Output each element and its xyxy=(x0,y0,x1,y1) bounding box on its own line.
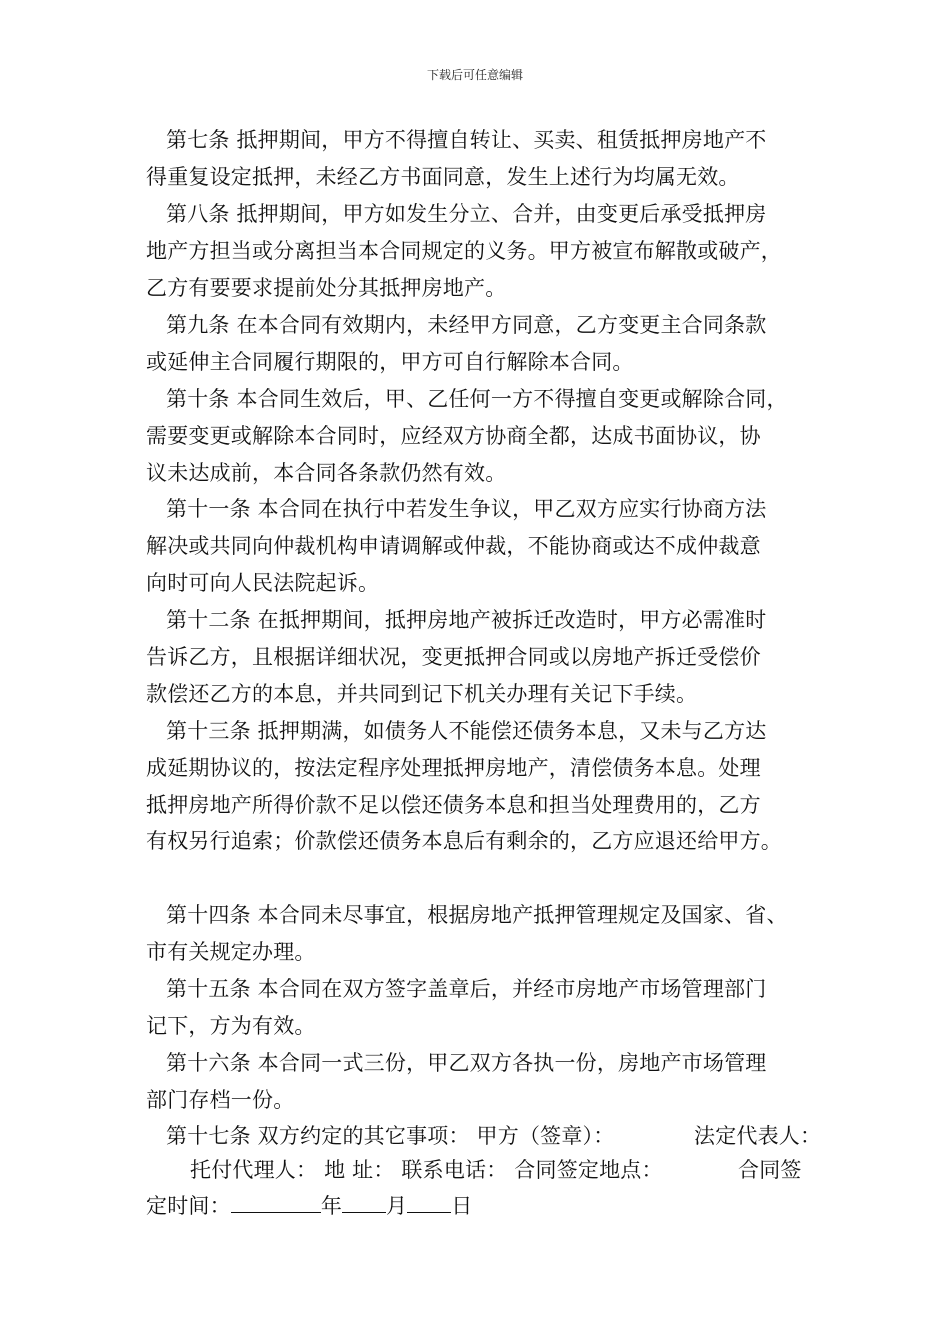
clause-14-line-1: 第十四条 本合同未尽事宜，根据房地产抵押管理规定及国家、省、 xyxy=(166,903,788,927)
clause-13-line-1: 第十三条 抵押期满，如债务人不能偿还债务本息，又未与乙方达 xyxy=(166,719,767,743)
month-blank xyxy=(342,1194,386,1213)
clause-7-line-2: 得重复设定抵押，未经乙方书面同意，发生上述行为均属无效。 xyxy=(146,165,740,189)
clause-8-line-1: 第八条 抵押期间，甲方如发生分立、合并，由变更后承受抵押房 xyxy=(166,202,767,226)
clause-8-line-3: 乙方有要要求提前处分其抵押房地产。 xyxy=(146,276,507,300)
clause-7-line-1: 第七条 抵押期间，甲方不得擅自转让、买卖、租赁抵押房地产不 xyxy=(166,128,767,152)
clause-15-line-1: 第十五条 本合同在双方签字盖章后，并经市房地产市场管理部门 xyxy=(166,977,767,1001)
clause-14-line-2: 市有关规定办理。 xyxy=(146,940,316,964)
legal-representative-label: 法定代表人： xyxy=(694,1124,822,1148)
clause-9-line-1: 第九条 在本合同有效期内，未经甲方同意，乙方变更主合同条款 xyxy=(166,313,767,337)
clause-10-line-1: 第十条 本合同生效后，甲、乙任何一方不得擅自变更或解除合同， xyxy=(166,387,788,411)
year-blank xyxy=(231,1194,321,1213)
signing-time-label-start: 合同签 xyxy=(738,1158,802,1182)
clause-16-line-2: 部门存档一份。 xyxy=(146,1088,295,1112)
clause-17-line-1: 第十七条 双方约定的其它事项： 甲方（签章）： xyxy=(166,1124,615,1148)
signing-date-line xyxy=(146,1194,472,1218)
clause-10-line-2: 需要变更或解除本合同时，应经双方协商全都，达成书面协议，协 xyxy=(146,424,761,448)
day-label: 日 xyxy=(451,1194,473,1218)
year-label: 年 xyxy=(320,1194,343,1218)
clause-16-line-1: 第十六条 本合同一式三份，甲乙双方各执一份，房地产市场管理 xyxy=(166,1051,767,1075)
day-blank xyxy=(407,1194,451,1213)
clause-13-line-3: 抵押房地产所得价款不足以偿还债务本息和担当处理费用的，乙方 xyxy=(146,793,761,817)
clause-8-line-2: 地产方担当或分离担当本合同规定的义务。甲方被宣布解散或破产， xyxy=(146,239,782,263)
clause-11-line-3: 向时可向人民法院起诉。 xyxy=(146,571,380,595)
clause-12-line-1: 第十二条 在抵押期间，抵押房地产被拆迁改造时，甲方必需准时 xyxy=(166,608,767,632)
page-header: 下载后可任意编辑 xyxy=(426,68,523,82)
clause-11-line-1: 第十一条 本合同在执行中若发生争议，甲乙双方应实行协商方法 xyxy=(166,497,767,521)
clause-15-line-2: 记下，方为有效。 xyxy=(146,1014,316,1038)
clause-9-line-2: 或延伸主合同履行期限的，甲方可自行解除本合同。 xyxy=(146,350,634,374)
clause-12-line-3: 款偿还乙方的本息，并共同到记下机关办理有关记下手续。 xyxy=(146,682,698,706)
signature-fields-line: 托付代理人： 地 址： 联系电话： 合同签定地点： xyxy=(190,1158,663,1182)
clause-13-line-4: 有权另行追索；价款偿还债务本息后有剩余的，乙方应退还给甲方。 xyxy=(146,829,782,853)
clause-12-line-2: 告诉乙方，且根据详细状况，变更抵押合同或以房地产拆迁受偿价 xyxy=(146,645,761,669)
signing-time-label-end: 定时间： xyxy=(146,1194,231,1218)
clause-13-line-2: 成延期协议的，按法定程序处理抵押房地产，清偿债务本息。处理 xyxy=(146,756,761,780)
month-label: 月 xyxy=(386,1194,408,1218)
clause-10-line-3: 议未达成前，本合同各条款仍然有效。 xyxy=(146,461,507,485)
clause-11-line-2: 解决或共同向仲裁机构申请调解或仲裁，不能协商或达不成仲裁意 xyxy=(146,534,761,558)
